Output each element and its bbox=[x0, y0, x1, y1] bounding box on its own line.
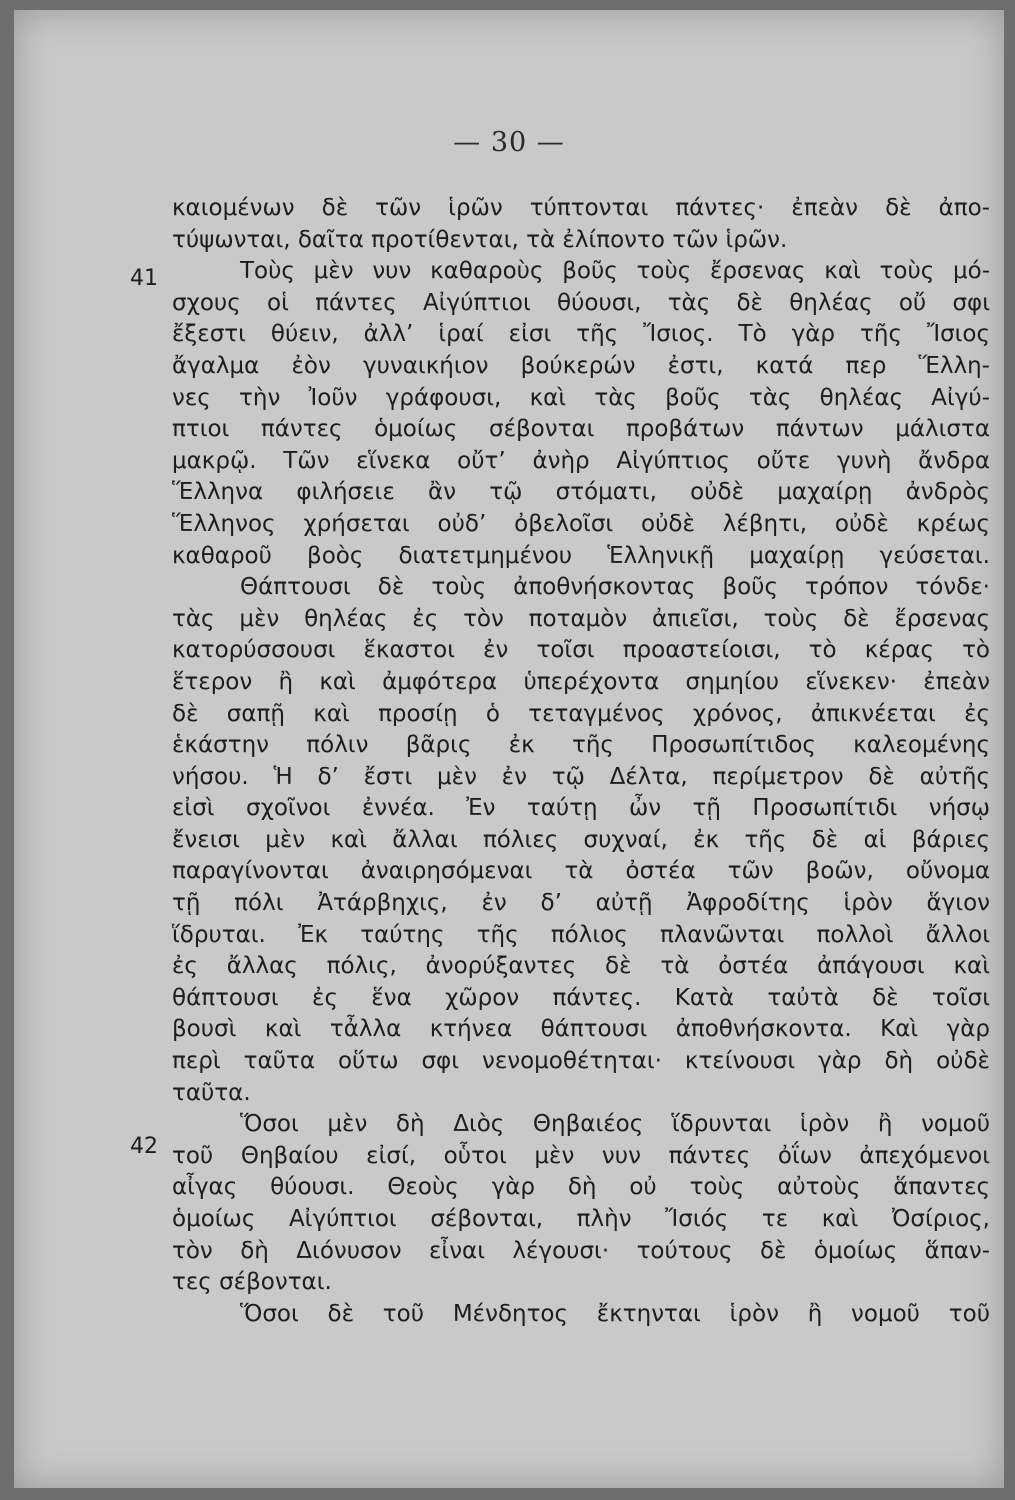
text-line: αἶγας θύουσι. Θεοὺς γὰρ δὴ οὐ τοὺς αὐτοὺς ἅπαντες bbox=[172, 1174, 990, 1201]
text-line: ἔξεστι θύειν, ἀλλ’ ἱραί εἰσι τῆς Ἴσιος. Τὸ γὰρ τῆς Ἴσιος bbox=[172, 321, 990, 348]
text-line: μακρῷ. Τῶν εἵνεκα οὔτ’ ἀνὴρ Αἰγύπτιος οὔτε γυνὴ ἄνδρα bbox=[172, 447, 990, 474]
body-text bbox=[172, 193, 990, 1330]
text-line: ἑκάστην πόλιν βᾶρις ἐκ τῆς Προσωπίτιδος καλεομένης bbox=[172, 732, 990, 759]
text-line: νες τὴν Ἰοῦν γράφουσι, καὶ τὰς βοῦς τὰς θηλέας Αἰγύ- bbox=[172, 384, 990, 411]
text-line: τες σέβονται. bbox=[172, 1269, 332, 1296]
text-line: περὶ ταῦτα οὕτω σφι νενομοθέτηται· κτείνουσι γὰρ δὴ οὐδὲ bbox=[172, 1048, 990, 1075]
text-line: τύψωνται, δαῖτα προτίθενται, τὰ ἐλίποντο τῶν ἱρῶν. bbox=[172, 226, 788, 253]
text-line: καιομένων δὲ τῶν ἱρῶν τύπτονται πάντες· ἐπεὰν δὲ ἀπο- bbox=[172, 195, 990, 221]
text-line: ἄγαλμα ἐὸν γυναικήιον βούκερών ἐστι, κατά περ Ἕλλη- bbox=[172, 352, 990, 379]
text-line: Ἕλληνα φιλήσειε ἂν τῷ στόματι, οὐδὲ μαχαίρῃ ἀνδρὸς bbox=[172, 479, 990, 506]
section-number-42: 42 bbox=[130, 1134, 158, 1159]
text-line: δὲ σαπῇ καὶ προσίῃ ὁ τεταγμένος χρόνος, ἀπικνέεται ἐς bbox=[172, 700, 990, 727]
text-line: Τοὺς μὲν νυν καθαροὺς βοῦς τοὺς ἔρσενας καὶ τοὺς μό- bbox=[240, 258, 990, 285]
text-line: Θάπτουσι δὲ τοὺς ἀποθνήσκοντας βοῦς τρόπον τόνδε· bbox=[240, 574, 990, 601]
text-line: Ὅσοι μὲν δὴ Διὸς Θηβαιέος ἵδρυνται ἱρὸν ἢ νομοῦ bbox=[240, 1111, 990, 1138]
text-line: εἰσὶ σχοῖνοι ἐννέα. Ἐν ταύτῃ ὦν τῇ Προσωπίτιδι νήσῳ bbox=[172, 795, 990, 822]
text-line: βουσὶ καὶ τἆλλα κτήνεα θάπτουσι ἀποθνήσκοντα. Καὶ γὰρ bbox=[172, 1016, 990, 1043]
text-line: ἵδρυται. Ἐκ ταύτης τῆς πόλιος πλανῶνται πολλοὶ ἄλλοι bbox=[172, 921, 990, 948]
text-line: θάπτουσι ἐς ἕνα χῶρον πάντες. Κατὰ ταὐτὰ δὲ τοῖσι bbox=[172, 984, 990, 1011]
text-line: σχους οἱ πάντες Αἰγύπτιοι θύουσι, τὰς δὲ θηλέας οὔ σφι bbox=[172, 289, 990, 316]
text-line: ταῦτα. bbox=[172, 1079, 251, 1106]
text-line: καθαροῦ βοὸς διατετμημένου Ἑλληνικῇ μαχαίρῃ γεύσεται. bbox=[172, 542, 990, 569]
text-line: ἐς ἄλλας πόλις, ἀνορύξαντες δὲ τὰ ὀστέα ἀπάγουσι καὶ bbox=[172, 953, 990, 980]
section-number-41: 41 bbox=[130, 266, 158, 291]
text-line: τὰς μὲν θηλέας ἐς τὸν ποταμὸν ἀπιεῖσι, τοὺς δὲ ἔρσενας bbox=[172, 605, 990, 632]
text-line: πτιοι πάντες ὁμοίως σέβονται προβάτων πάντων μάλιστα bbox=[172, 416, 990, 443]
text-line: ὁμοίως Αἰγύπτιοι σέβονται, πλὴν Ἴσιός τε καὶ Ὀσίριος, bbox=[172, 1206, 990, 1232]
text-line: παραγίνονται ἀναιρησόμεναι τὰ ὀστέα τῶν βοῶν, οὔνομα bbox=[172, 858, 990, 885]
text-line: ἕτερον ἢ καὶ ἀμφότερα ὑπερέχοντα σημηίου εἵνεκεν· ἐπεὰν bbox=[172, 668, 990, 695]
page-number: — 30 — bbox=[453, 127, 565, 158]
text-line: Ὅσοι δὲ τοῦ Μένδητος ἔκτηνται ἱρὸν ἢ νομοῦ τοῦ bbox=[240, 1300, 990, 1327]
text-line: τὸν δὴ Διόνυσον εἶναι λέγουσι· τούτους δὲ ὁμοίως ἅπαν- bbox=[172, 1237, 990, 1264]
book-page bbox=[14, 10, 1004, 1488]
text-line: τοῦ Θηβαίου εἰσί, οὗτοι μὲν νυν πάντες ὀΐων ἀπεχόμενοι bbox=[172, 1142, 990, 1169]
text-line: ἔνεισι μὲν καὶ ἄλλαι πόλιες συχναί, ἐκ τῆς δὲ αἱ βάριες bbox=[172, 826, 990, 853]
text-line: Ἕλληνος χρήσεται οὐδ’ ὀβελοῖσι οὐδὲ λέβητι, οὐδὲ κρέως bbox=[172, 510, 990, 537]
text-line: νήσου. Ἡ δ’ ἔστι μὲν ἐν τῷ Δέλτα, περίμετρον δὲ αὐτῆς bbox=[172, 763, 990, 790]
text-line: τῇ πόλι Ἀτάρβηχις, ἐν δ’ αὐτῇ Ἀφροδίτης ἱρὸν ἅγιον bbox=[172, 890, 990, 917]
text-line: κατορύσσουσι ἕκαστοι ἐν τοῖσι προαστείοισι, τὸ κέρας τὸ bbox=[172, 637, 990, 664]
